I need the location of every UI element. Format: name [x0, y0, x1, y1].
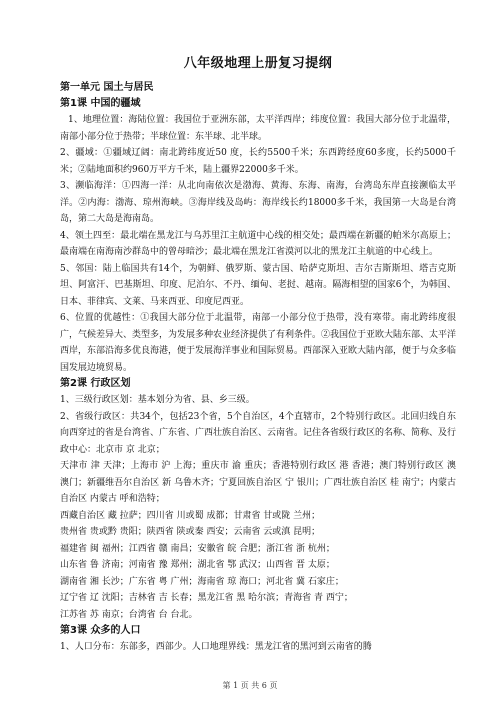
paragraph: 3、濒临海洋：①四海一洋：从北向南依次是渤海、黄海、东海、南海，台湾岛东岸直接濒临太平洋。②内海：渤海、琼州海峡。③海岸线及岛屿：海岸线长约18000多千米，我国第一大岛是台湾岛，第二大岛是海南岛。	[60, 181, 456, 224]
paragraph: 西藏自治区 藏 拉萨；四川省 川或蜀 成都；甘肃省 甘或陇 兰州；	[60, 510, 321, 521]
lesson-heading: 第2课 行政区划	[60, 378, 131, 389]
paragraph: 5、邻国：陆上临国共有14个，为朝鲜、俄罗斯、蒙古国、哈萨克斯坦、吉尔吉斯斯坦、塔吉克斯坦、阿富汗、巴基斯坦、印度、尼泊尔、不丹、缅甸、老挝、越南。隔海相望的国家6个，为韩国、日本、菲律宾、文莱、马来西亚、印度尼西亚。	[60, 263, 456, 307]
paragraph: 1、人口分布：东部多，西部少。人口地理界线：黑龙江省的黑河到云南省的腾	[60, 642, 372, 652]
paragraph: 山东省 鲁 济南；河南省 豫 郑州；湖北省 鄂 武汉；山西省 晋 太原；	[60, 560, 335, 570]
paragraph: 江苏省 苏 南京；台湾省 台 台北。	[60, 609, 198, 620]
paragraph: 福建省 闽 福州；江西省 赣 南昌；安徽省 皖 合肥；浙江省 浙 杭州；	[60, 543, 335, 554]
paragraph: 辽宁省 辽 沈阳；吉林省 吉 长春；黑龙江省 黑 哈尔滨；青海省 青 西宁；	[60, 593, 353, 603]
paragraph: 2、疆域：①疆域辽阔：南北跨纬度近50 度，长约5500千米；东西跨经度60多度，长约5000千米；②陆地面积约960万平方千米，陆上疆界22000多千米。	[60, 148, 456, 175]
paragraph: 湖南省 湘 长沙；广东省 粤 广州；海南省 琼 海口；河北省 冀 石家庄；	[60, 576, 344, 587]
page-footer: 第 1 页 共 6 页	[222, 681, 278, 690]
paragraph: 6、位置的优越性：①我国大部分位于北温带，南部一小部分位于热带，没有寒带。南北跨纬度很广，气候差异大、类型多，为发展多种农业经济提供了有利条件。②我国位于亚欧大陆东部、太平洋西岸，东部沿海多优良海港，便于发展海洋事业和国际贸易。西部深入亚欧大陆内部，便于与众多临国发展边境贸易。	[60, 313, 457, 373]
document-title: 八年级地理上册复习提纲	[183, 56, 333, 71]
lesson-heading: 第1课 中国的疆域	[60, 98, 141, 109]
paragraph: 2、省级行政区：共34个，包括23个省，5个自治区，4个直辖市，2个特别行政区。北回归线自东向西穿过的省是台湾省、广东省、广西壮族自治区、云南省。记住各省级行政区的名称、简称、及行政中心：北京市 京 北京；	[60, 411, 457, 455]
paragraph: 1、三级行政区划：基本划分为省、县、乡三级。	[60, 395, 255, 405]
paragraph: 天津市 津 天津；上海市 沪 上海；重庆市 渝 重庆；香港特别行政区 港 香港；澳门特别行政区 澳 澳门；新疆维吾尔自治区 新 乌鲁木齐；宁夏回族自治区 宁 银川；广西壮族自治区 桂 南宁；内蒙古自治区 内蒙古 呼和浩特；	[60, 461, 456, 504]
lesson-heading: 第3课 众多的人口	[60, 625, 141, 636]
paragraph: 4、领土四至：最北端在黑龙江与乌苏里江主航道中心线的相交处；最西端在新疆的帕米尔高原上；最南端在南海南沙群岛中的曾母暗沙；最北端在黑龙江省漠河以北的黑龙江主航道的中心线上。	[60, 230, 456, 257]
paragraph: 1、地理位置：海陆位置：我国位于亚洲东部，太平洋西岸；纬度位置：我国大部分位于北温带，南部小部分位于热带；半球位置：东半球、北半球。	[60, 115, 456, 142]
paragraph: 贵州省 贵或黔 贵阳；陕西省 陕或秦 西安；云南省 云或滇 昆明；	[60, 527, 321, 537]
unit-heading: 第一单元 国土与居民	[60, 82, 154, 93]
